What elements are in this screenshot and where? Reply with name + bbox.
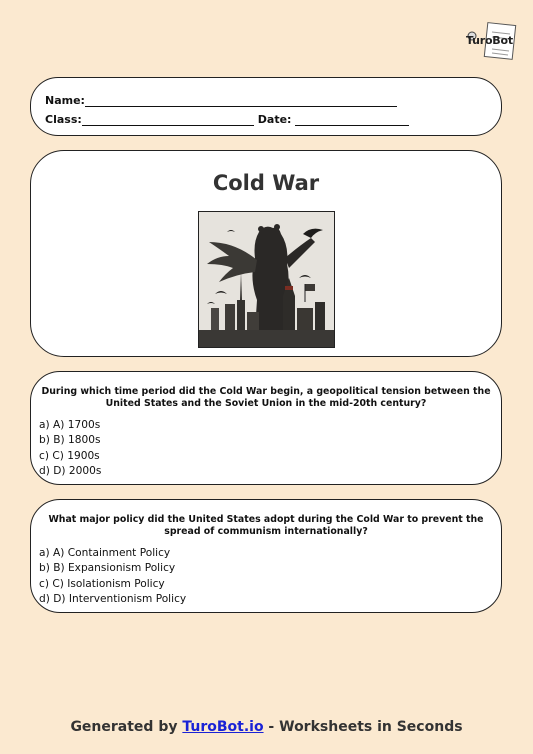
logo-text: TuroBot bbox=[466, 34, 513, 47]
student-info-card bbox=[30, 77, 502, 136]
footer bbox=[0, 719, 533, 735]
class-blank-line[interactable] bbox=[82, 113, 254, 126]
worksheet-image bbox=[198, 211, 335, 348]
date-label: Date: bbox=[257, 113, 292, 126]
question-2-option-d[interactable]: d) D) Interventionism Policy bbox=[39, 593, 187, 606]
cold-war-illustration-icon bbox=[199, 212, 334, 347]
footer-suffix: - Worksheets in Seconds bbox=[263, 719, 463, 735]
question-2-options bbox=[39, 546, 186, 608]
question-card-1 bbox=[30, 371, 502, 485]
footer-prefix: Generated by bbox=[70, 719, 183, 735]
name-blank-line[interactable] bbox=[85, 94, 397, 107]
class-date-row bbox=[45, 113, 409, 126]
worksheet-title: Cold War bbox=[212, 171, 320, 195]
question-2-text: What major policy did the United States adopt during the Cold War to prevent the spread of communism internationally? bbox=[48, 514, 484, 537]
question-2-option-a[interactable]: a) A) Containment Policy bbox=[39, 547, 171, 559]
question-2-option-b[interactable]: b) B) Expansionism Policy bbox=[39, 562, 176, 575]
turobot-logo bbox=[462, 22, 520, 62]
question-1-option-b[interactable]: b) B) 1800s bbox=[39, 434, 101, 447]
question-card-2 bbox=[30, 499, 502, 613]
class-label: Class: bbox=[45, 113, 82, 126]
question-1-option-c[interactable]: c) C) 1900s bbox=[39, 449, 100, 462]
question-1-options bbox=[39, 418, 101, 480]
turobot-link[interactable]: TuroBot.io bbox=[182, 719, 264, 735]
date-blank-line[interactable] bbox=[295, 113, 409, 126]
title-card bbox=[30, 150, 502, 357]
question-2-option-c[interactable]: c) C) Isolationism Policy bbox=[39, 577, 165, 590]
question-1-option-a[interactable]: a) A) 1700s bbox=[39, 419, 101, 431]
name-row bbox=[45, 94, 397, 107]
name-label: Name: bbox=[45, 94, 85, 107]
question-1-option-d[interactable]: d) D) 2000s bbox=[39, 465, 102, 478]
question-1-text: During which time period did the Cold War begin, a geopolitical tension between the United States and the Soviet Union in the mid-20th century? bbox=[41, 386, 491, 409]
